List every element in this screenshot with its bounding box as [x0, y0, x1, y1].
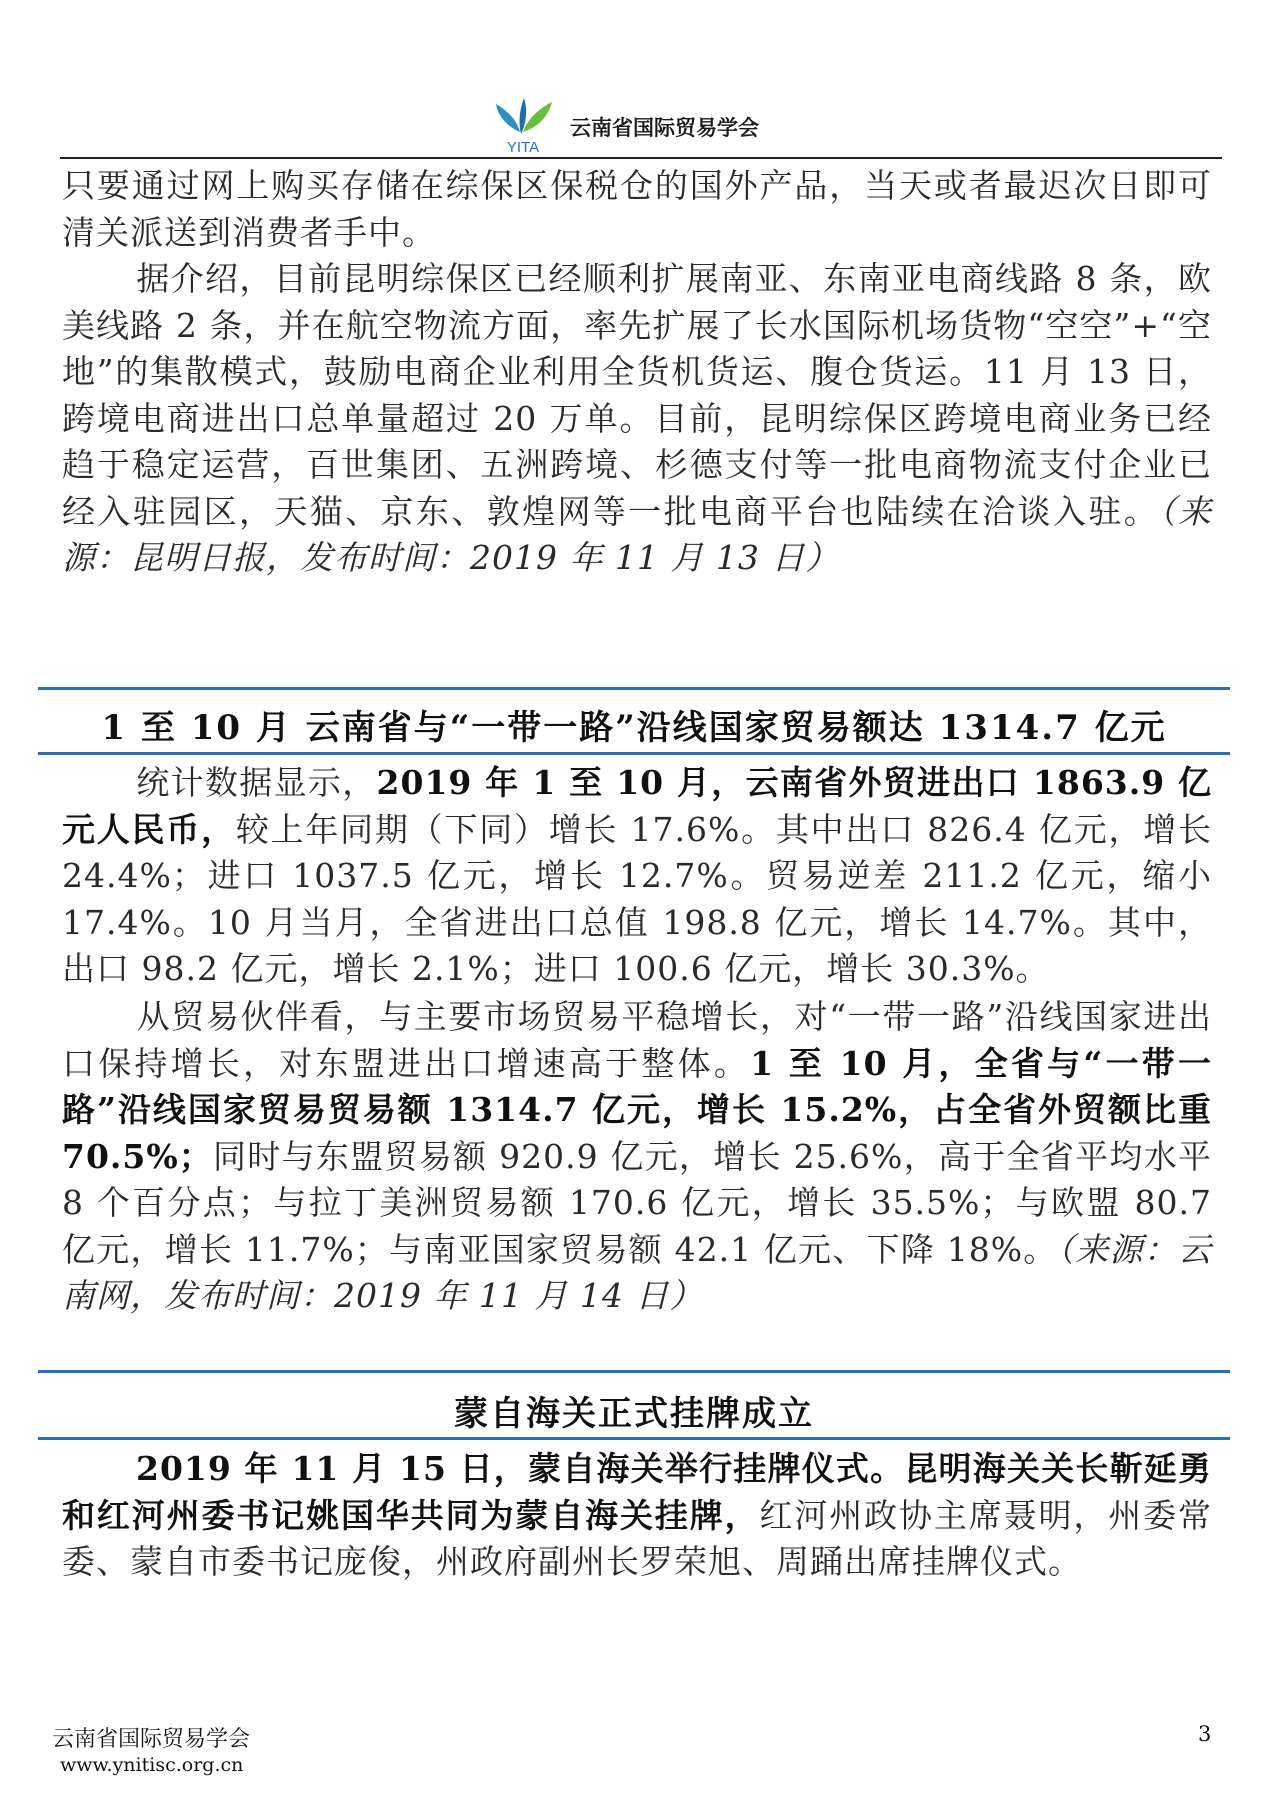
section-rule-top	[38, 687, 1230, 690]
article2-p2-lead: 从贸易伙伴看，与主要市场贸易平稳增长，对“一带一路”沿线国家进出口保持增长，对东盟进出口增速高于整体。	[62, 997, 1212, 1083]
article2-title: 1 至 10 月 云南省与“一带一路”沿线国家贸易额达 1314.7 亿元	[101, 708, 1167, 748]
article2-p2-text: 同时与东盟贸易额 920.9 亿元，增长 25.6%，高于全省平均水平 8 个百分点；与拉丁美洲贸易额 170.6 亿元，增长 35.5%；与欧盟 80.7 亿元，增长 11.7%；与南亚国家贸易额 42.1 亿元、下降 18%。	[62, 1136, 1212, 1269]
page-number: 3	[1198, 1722, 1212, 1746]
article2-p1-text: 较上年同期（下同）增长 17.6%。其中出口 826.4 亿元，增长 24.4%；进口 1037.5 亿元，增长 12.7%。贸易逆差 211.2 亿元，缩小 17.4%。10 月当月，全省进出口总值 198.8 亿元，增长 14.7%。其中，出口 98.2 亿元，增长 2.1%；进口 100.6 亿元，增长 30.3%。	[62, 809, 1213, 988]
section-rule-bottom	[38, 752, 1230, 755]
footer-org-name: 云南省国际贸易学会	[52, 1727, 251, 1752]
article1-source: （来源：昆明日报，发布时间：2019 年 11 月 13 日）	[62, 491, 1212, 577]
article1-p1-text: 只要通过网上购买存储在综保区保税仓的国外产品，当天或者最迟次日即可清关派送到消费者手中。	[62, 166, 1212, 252]
article1-paragraph-2	[62, 256, 1212, 582]
yita-logo	[488, 92, 558, 156]
footer-website-link[interactable]: www.ynitisc.org.cn	[60, 1754, 244, 1776]
article2-p1-bold: 2019 年 1 至 10 月，云南省外贸进出口 1863.9 亿元人民币，	[62, 763, 1213, 849]
article2-p2-bold: 1 至 10 月，全省与“一带一路”沿线国家贸易贸易额 1314.7 亿元，增长 15.2%，占全省外贸额比重 70.5%；	[62, 1043, 1213, 1176]
article1-p2-text: 据介绍，目前昆明综保区已经顺利扩展南亚、东南亚电商线路 8 条，欧美线路 2 条，并在航空物流方面，率先扩展了长水国际机场货物“空空”+“空地”的集散模式，鼓励电商企业利用全货机货运、腹仓货运。11 月 13 日，跨境电商进出口总单量超过 20 万单。目前，昆明综保区跨境电商业务已经趋于稳定运营，百世集团、五洲跨境、杉德支付等一批电商物流支付企业已经入驻园区，天猫、京东、敦煌网等一批电商平台也陆续在洽谈入驻。	[62, 259, 1212, 531]
header-divider	[60, 157, 1222, 159]
logo-text: YITA	[506, 139, 540, 156]
section-rule-top	[38, 1370, 1230, 1373]
article2-p1-lead: 统计数据显示，	[136, 763, 377, 802]
header-org-name: 云南省国际贸易学会	[570, 116, 759, 140]
section-rule-bottom	[38, 1437, 1230, 1440]
article2-paragraph-1	[62, 760, 1212, 993]
article2-paragraph-2	[62, 994, 1212, 1320]
article1-paragraph-1	[62, 163, 1212, 256]
article3-p1-bold: 2019 年 11 月 15 日，蒙自海关举行挂牌仪式。昆明海关关长靳延勇和红河州委书记姚国华共同为蒙自海关挂牌，	[62, 1449, 1212, 1535]
article3-paragraph-1	[62, 1446, 1212, 1586]
article2-source: （来源：云南网，发布时间：2019 年 11 月 14 日）	[62, 1229, 1212, 1315]
article3-p1-text: 红河州政协主席聂明，州委常委、蒙自市委书记庞俊，州政府副州长罗荣旭、周踊出席挂牌仪式。	[62, 1495, 1212, 1581]
article3-title: 蒙自海关正式挂牌成立	[454, 1394, 814, 1434]
